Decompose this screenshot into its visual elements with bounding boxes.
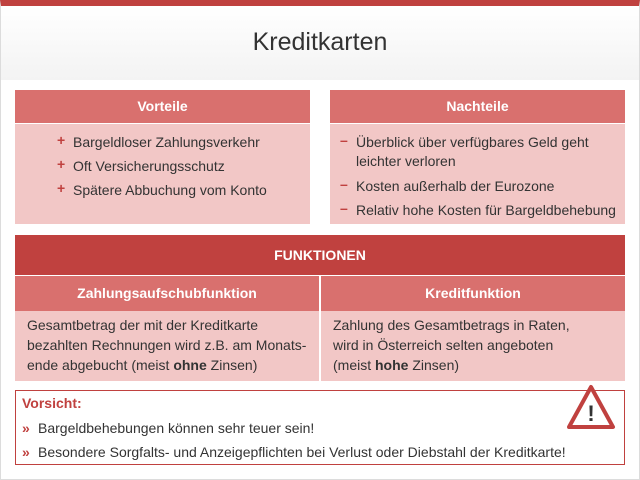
kreditfunktion-heading: Kreditfunktion xyxy=(321,276,625,311)
zahlungsaufschub-text xyxy=(27,315,306,375)
nachteile-item: Überblick über verfügbares Geld geht xyxy=(356,134,589,150)
zahlungsaufschub-line xyxy=(27,355,306,375)
nachteile-heading: Nachteile xyxy=(330,90,625,123)
nachteile-panel xyxy=(330,124,625,224)
warning-triangle-icon xyxy=(566,384,616,430)
emphasis-hohe: hohe xyxy=(375,357,409,373)
zahlungsaufschub-heading: Zahlungsaufschubfunktion xyxy=(15,276,319,311)
warning-exclamation: ! xyxy=(587,401,595,426)
column-divider xyxy=(319,276,321,381)
nachteile-item-cont: leichter verloren xyxy=(356,153,456,169)
text-segment: Zinsen) xyxy=(408,357,460,373)
page-title: Kreditkarten xyxy=(252,28,388,56)
emphasis-ohne: ohne xyxy=(173,357,207,373)
minus-marker: – xyxy=(340,132,348,148)
plus-marker: + xyxy=(57,132,66,148)
zahlungsaufschub-line: Gesamtbetrag der mit der Kreditkarte xyxy=(27,317,259,333)
nachteile-item: Relativ hohe Kosten für Bargeldbehebung xyxy=(356,202,616,218)
vorteile-item: Oft Versicherungsschutz xyxy=(73,158,225,174)
zahlungsaufschub-line: bezahlten Rechnungen wird z.B. am Monats- xyxy=(27,337,307,353)
kreditfunktion-text xyxy=(333,315,570,375)
kreditfunktion-line xyxy=(333,355,570,375)
vorsicht-heading: Vorsicht: xyxy=(22,395,82,411)
funktionen-heading: FUNKTIONEN xyxy=(15,235,625,275)
vorsicht-item: Besondere Sorgfalts- und Anzeigepflichten bei Verlust oder Diebstahl der Kreditkarte! xyxy=(38,444,566,460)
text-segment: (meist xyxy=(333,357,375,373)
kreditfunktion-line: Zahlung des Gesamtbetrags in Raten, xyxy=(333,317,570,333)
chevron-marker: » xyxy=(22,420,30,436)
chevron-marker: » xyxy=(22,444,30,460)
vorteile-item: Spätere Abbuchung vom Konto xyxy=(73,182,267,198)
nachteile-item: Kosten außerhalb der Eurozone xyxy=(356,178,555,194)
minus-marker: – xyxy=(340,200,348,216)
text-segment: Zinsen) xyxy=(206,357,258,373)
text-segment: ende abgebucht (meist xyxy=(27,357,174,373)
vorteile-panel xyxy=(15,124,310,224)
vorsicht-box xyxy=(15,390,625,465)
vorteile-item: Bargeldloser Zahlungsverkehr xyxy=(73,134,260,150)
vorteile-heading: Vorteile xyxy=(15,90,310,123)
vorsicht-item: Bargeldbehebungen können sehr teuer sein! xyxy=(38,420,315,436)
plus-marker: + xyxy=(57,156,66,172)
minus-marker: – xyxy=(340,176,348,192)
kreditfunktion-line: wird in Österreich selten angeboten xyxy=(333,337,554,353)
plus-marker: + xyxy=(57,180,66,196)
